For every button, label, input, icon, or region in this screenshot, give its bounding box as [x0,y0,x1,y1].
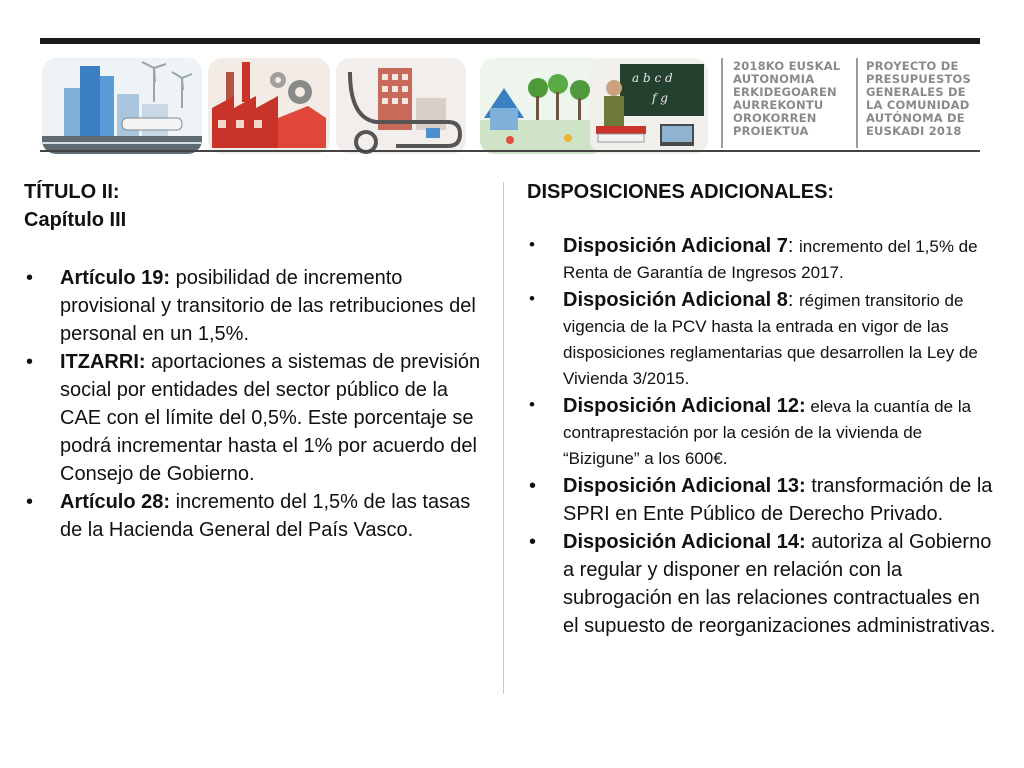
section-subtitle: Capítulo III [24,209,127,231]
list-item [527,232,997,286]
item-label: Disposición Adicional 8 [563,289,788,311]
item-separator: : [787,235,799,257]
list-item [24,348,494,488]
list-item [24,488,494,544]
item-text: posibilidad de incremento provisional y transitorio de las retribuciones del personal en un 1,5%. [60,267,476,345]
list-item [24,264,494,348]
item-label: Disposición Adicional 13: [563,475,806,497]
banner-title-spanish: PROYECTO DE PRESUPUESTOS GENERALES DE LA COMUNIDAD AUTÓNOMA DE EUSKADI 2018 [866,59,971,138]
column-divider [503,182,504,694]
header-banner [0,0,1024,172]
item-separator: : [787,289,799,311]
banner-bottom-rule [40,150,980,152]
health-illustration [336,58,466,154]
item-label: Disposición Adicional 14: [563,531,806,553]
item-text: aportaciones a sistemas de previsión social por entidades del sector público de la CAE con el límite del 0,5%. Este porcentaje se podrá incrementar hasta el 1% por acuerdo del Consejo de Gobierno. [60,351,481,485]
factory-illustration [208,58,330,154]
section-title: TÍTULO II: [24,181,120,203]
item-text: eleva la cuantía de la contraprestación por la cesión de la vivienda de “Bizigune” a los 600€. [563,397,972,468]
banner-separator [856,58,858,148]
item-text: incremento del 1,5% de Renta de Garantía de Ingresos 2017. [563,237,978,282]
item-text: autoriza al Gobierno a regular y disponer en relación con la subrogación en las relaciones contractuales en el supuesto de reorganizaciones administrativas. [563,531,996,637]
banner-title-basque: 2018KO EUSKAL AUTONOMIA ERKIDEGOAREN AURREKONTU OROKORREN PROIEKTUA [733,59,841,138]
section-title: DISPOSICIONES ADICIONALES: [527,181,835,203]
list-item [527,528,997,640]
chalkboard-letters-2: f g [652,91,668,105]
banner-separator [721,58,723,148]
park-school-illustration [480,58,606,154]
item-label: Artículo 28: [60,491,171,513]
item-label: Disposición Adicional 7 [563,235,788,257]
disposiciones-section [527,178,997,640]
item-label: ITZARRI: [60,351,146,373]
city-industry-illustration [42,58,202,154]
teacher-illustration [590,58,708,154]
item-text: incremento del 1,5% de las tasas de la Hacienda General del País Vasco. [60,491,471,541]
list-item [527,392,997,472]
item-text: transformación de la SPRI en Ente Público de Derecho Privado. [563,475,993,525]
list-item [527,472,997,528]
list-item [527,286,997,392]
chalkboard-letters: a b c d [632,71,673,85]
item-label: Disposición Adicional 12: [563,395,806,417]
titulo-ii-section [24,178,494,544]
banner-top-rule [40,38,980,44]
item-text: régimen transitorio de vigencia de la PCV hasta la entrada en vigor de las disposiciones reglamentarias que desarrollen la Ley de Vivienda 3/2015. [563,291,978,388]
item-label: Artículo 19: [60,267,171,289]
